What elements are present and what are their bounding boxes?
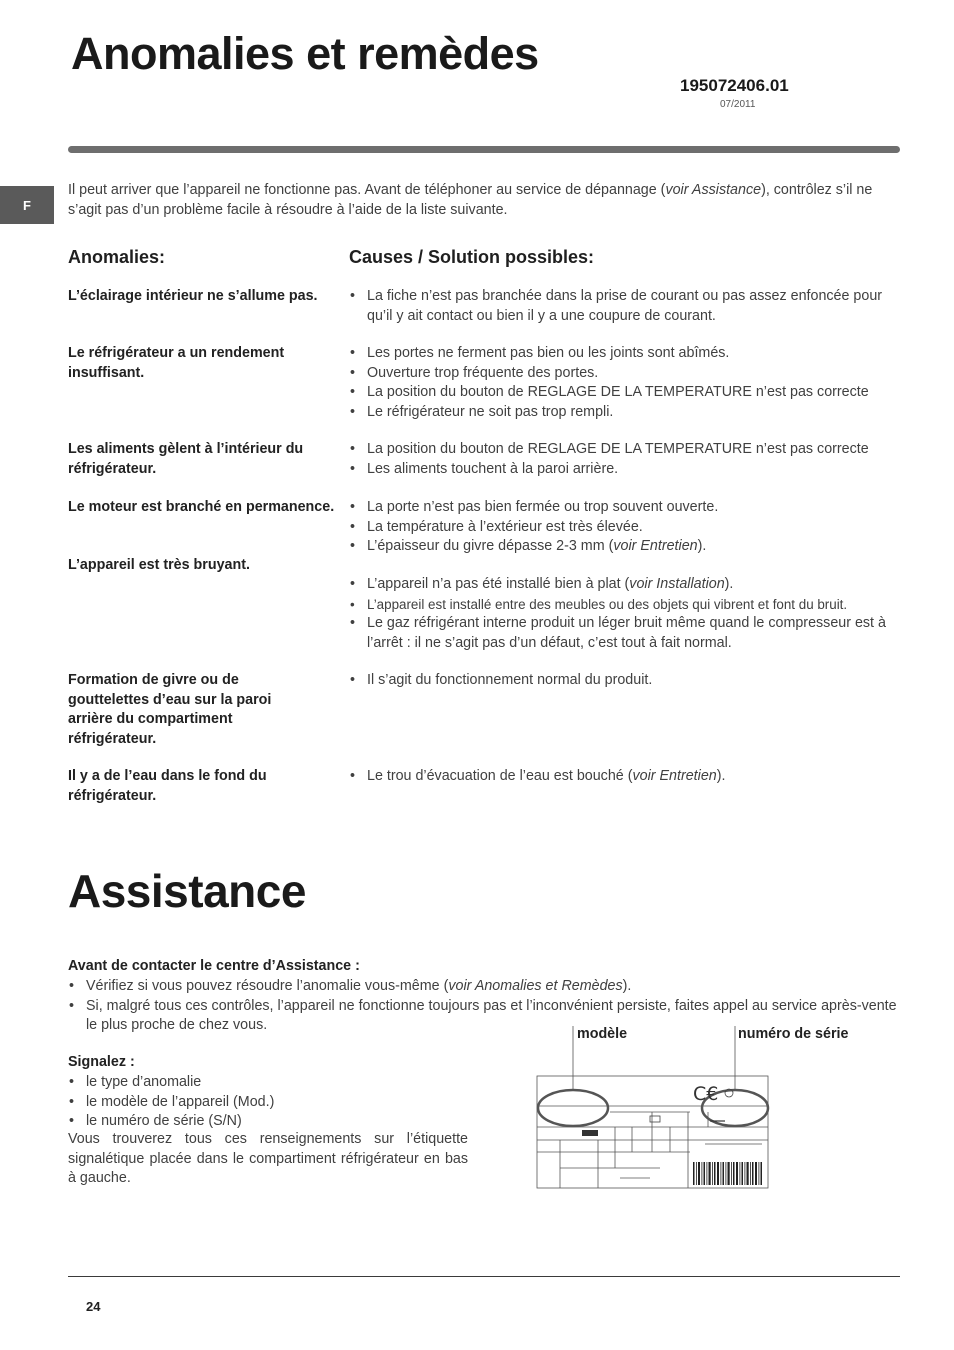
before-contact-item: • Si, malgré tous ces contrôles, l’appareil ne fonctionne toujours pas et l’inconvénient persiste, faites appel au service après-vente le plus proche de chez vous. xyxy=(68,997,900,1036)
cause-item: • La température à l’extérieur est très élevée. xyxy=(349,518,905,538)
cause-item: • Les portes ne ferment pas bien ou les joints sont abîmés. xyxy=(349,344,905,364)
cause-item: • Les aliments touchent à la paroi arrière. xyxy=(349,460,905,480)
intro-paragraph xyxy=(68,181,900,220)
cause-reference: voir Entretien xyxy=(632,768,717,784)
cause-item xyxy=(349,767,905,787)
cause-item xyxy=(349,575,905,595)
cause-item: • L’appareil est installé entre des meubles ou des objets qui vibrent et font du bruit. xyxy=(349,595,905,615)
cause-reference: voir Installation xyxy=(629,576,725,592)
before-contact-item xyxy=(68,977,900,997)
assistance-title: Assistance xyxy=(68,865,306,917)
anomaly-label: Il y a de l’eau dans le fond du réfrigérateur. xyxy=(68,768,267,804)
cause-list xyxy=(349,287,905,326)
anomalies-heading: Anomalies: xyxy=(68,247,166,267)
document-date: 07/2011 xyxy=(720,99,756,110)
intro-reference: voir Assistance xyxy=(665,182,762,198)
before-contact-heading: Avant de contacter le centre d’Assistance : xyxy=(68,958,360,974)
intro-text: Il peut arriver que l’appareil ne fonctionne pas. Avant de téléphoner au service de dépannage ( xyxy=(68,182,666,198)
ce-mark-icon: C€ xyxy=(693,1083,719,1105)
signal-list xyxy=(68,1073,468,1132)
model-highlight-ellipse xyxy=(538,1090,608,1126)
causes-heading: Causes / Solution possibles: xyxy=(349,247,595,267)
cause-item: • La fiche n’est pas branchée dans la prise de courant ou pas assez enfoncée pour qu’il y ait contact ou bien il y a une coupure de courant. xyxy=(349,287,905,326)
cause-list xyxy=(349,440,905,479)
cause-text-end: ). xyxy=(697,538,707,554)
cause-item xyxy=(349,537,905,557)
anomaly-label: L’éclairage intérieur ne s’allume pas. xyxy=(68,288,318,304)
rating-plate-illustration xyxy=(530,1020,780,1196)
cause-item: • Le gaz réfrigérant interne produit un léger bruit même quand le compresseur est à l’arrêt : il ne s’agit pas d’un défaut, c’est tout à fait normal. xyxy=(349,614,905,653)
cause-text: L’épaisseur du givre dépasse 2-3 mm ( xyxy=(367,538,614,554)
cause-text: L’appareil n’a pas été installé bien à plat ( xyxy=(367,576,630,592)
page-title: Anomalies et remèdes xyxy=(71,28,539,79)
plate-box-icon xyxy=(582,1130,598,1136)
cause-item: • Il s’agit du fonctionnement normal du produit. xyxy=(349,671,905,691)
model-label: modèle xyxy=(577,1026,628,1042)
serial-label: numéro de série xyxy=(738,1026,849,1042)
header-rule xyxy=(68,146,900,153)
document-number: 195072406.01 xyxy=(680,76,789,95)
cause-text-end: ). xyxy=(716,768,726,784)
signal-item: • le numéro de série (S/N) xyxy=(68,1112,468,1132)
cause-list xyxy=(349,575,905,653)
intro-text-end: ), contrôlez s’il ne s’agit pas d’un problème facile à résoudre à l’aide de la liste suivante. xyxy=(68,182,873,218)
language-tab: F xyxy=(0,186,54,224)
cause-item: • Le réfrigérateur ne soit pas trop rempli. xyxy=(349,403,905,423)
cause-text-end: ). xyxy=(724,576,734,592)
cause-item: • La position du bouton de REGLAGE DE LA TEMPERATURE n’est pas correcte xyxy=(349,440,905,460)
before-contact-text-end: ). xyxy=(622,978,632,994)
signal-item: • le modèle de l’appareil (Mod.) xyxy=(68,1093,468,1113)
signal-item: • le type d’anomalie xyxy=(68,1073,468,1093)
anomaly-label: Les aliments gèlent à l’intérieur du réfrigérateur. xyxy=(68,441,304,477)
before-contact-reference: voir Anomalies et Remèdes xyxy=(448,978,623,994)
plate-symbol-icon xyxy=(650,1116,660,1122)
anomaly-label: Le moteur est branché en permanence. xyxy=(68,499,335,515)
signal-heading: Signalez : xyxy=(68,1054,135,1070)
cause-list xyxy=(349,767,905,787)
cause-item: • La porte n’est pas bien fermée ou trop souvent ouverte. xyxy=(349,498,905,518)
anomaly-label: Formation de givre ou de gouttelettes d’eau sur la paroi arrière du compartiment réfrigérateur. xyxy=(68,672,272,747)
footer-rule xyxy=(68,1276,900,1277)
before-contact-text: Vérifiez si vous pouvez résoudre l’anomalie vous-même ( xyxy=(86,978,449,994)
anomaly-label: Le réfrigérateur a un rendement insuffisant. xyxy=(68,345,285,381)
cause-list xyxy=(349,344,905,422)
cause-list xyxy=(349,498,905,557)
cause-item: • Ouverture trop fréquente des portes. xyxy=(349,364,905,384)
cause-list xyxy=(349,671,905,691)
cause-reference: voir Entretien xyxy=(613,538,698,554)
anomaly-label: L’appareil est très bruyant. xyxy=(68,557,250,573)
page-number: 24 xyxy=(86,1299,101,1314)
barcode-icon xyxy=(693,1162,762,1185)
cause-item: • La position du bouton de REGLAGE DE LA TEMPERATURE n’est pas correcte xyxy=(349,383,905,403)
cause-text: Le trou d’évacuation de l’eau est bouché ( xyxy=(367,768,633,784)
signal-paragraph: Vous trouverez tous ces renseignements sur l’étiquette signalétique placée dans le compartiment réfrigérateur en bas à gauche. xyxy=(68,1131,468,1186)
